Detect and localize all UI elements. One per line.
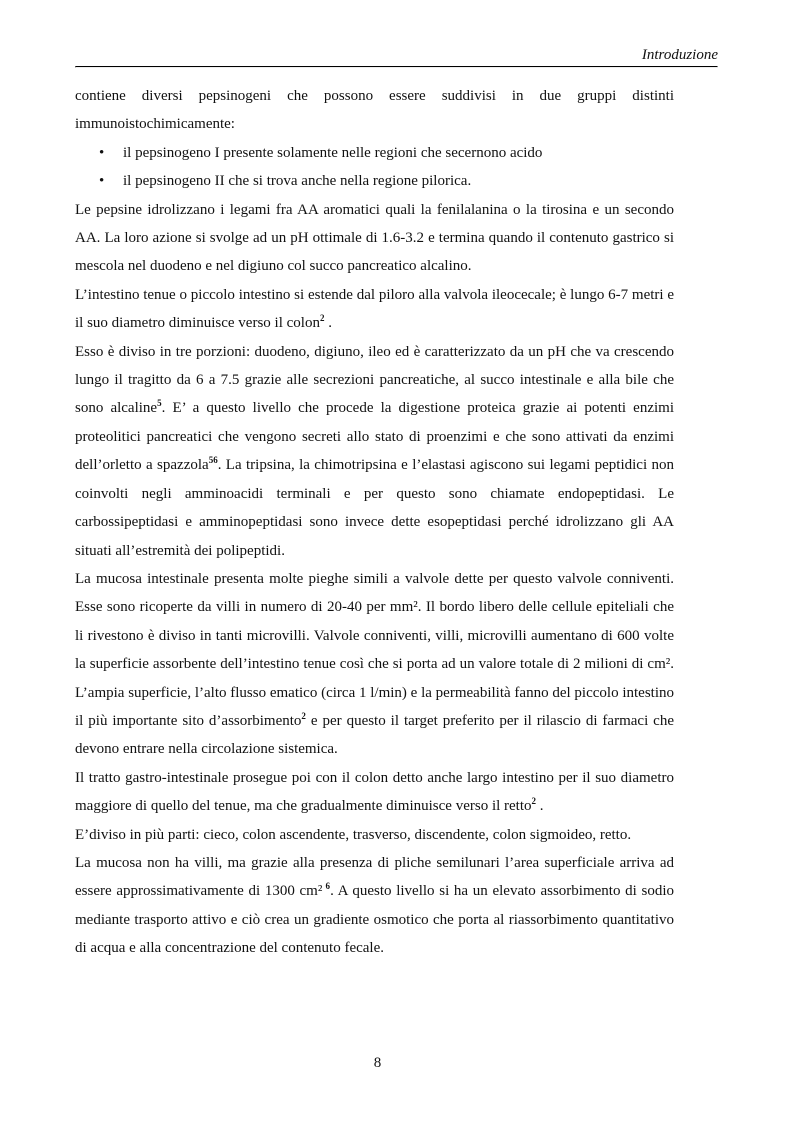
paragraph-6-text: Il tratto gastro-intestinale prosegue poi con il colon detto anche largo intestino per il suo diametro maggiore di quello del tenue, ma che gradualmente diminuisce verso il retto: [75, 769, 674, 815]
paragraph-1: contiene diversi pepsinogeni che possono essere suddivisi in due gruppi distinti immunoistochimicamente:: [75, 88, 674, 133]
header-rule: [75, 66, 718, 68]
bullet-item-1: • il pepsinogeno I presente solamente nelle regioni che secernono acido: [75, 139, 674, 167]
body-text: [75, 82, 674, 963]
paragraph-5-a: La mucosa intestinale presenta molte pieghe simili a valvole dette per questo valvole conniventi. Esse sono ricoperte da villi in numero di 20-40 per mm². Il bordo libero delle cellule epiteliali che li rivestono è diviso in tanti microvilli. Valvole conniventi, villi, microvilli aumentano di 600 volte la superficie assorbente dell’intestino tenue così che si porta ad un valore totale di 2 milioni di cm². L’ampia superficie, l’alto flusso ematico (circa 1 l/min) e la permeabilità fanno del piccolo intestino il più importante sito d’assorbimento: [75, 570, 674, 729]
paragraph-4-b: . E’ a questo livello che procede la digestione proteica grazie ai potenti enzimi proteolitici pancreatici che vengono secreti allo stato di proenzimi e che sono attivati da enzimi dell’orletto a spazzola: [75, 400, 674, 474]
paragraph-7: E’diviso in più parti: cieco, colon ascendente, trasverso, discendente, colon sigmoideo, retto.: [75, 826, 632, 843]
bullet-item-2: • il pepsinogeno II che si trova anche nella regione pilorica.: [75, 167, 674, 195]
paragraph-3-text: L’intestino tenue o piccolo intestino si estende dal piloro alla valvola ileocecale; è lungo 6-7 metri e il suo diametro diminuisce verso il colon: [75, 286, 674, 332]
paragraph-3-tail: .: [324, 315, 332, 332]
citation-ref: 2: [319, 313, 325, 324]
paragraph-5-b: e per questo il target preferito per il rilascio di farmaci che devono entrare nella circolazione sistemica.: [75, 712, 674, 758]
paragraph-2: Le pepsine idrolizzano i legami fra AA aromatici quali la fenilalanina o la tirosina e un secondo AA. La loro azione si svolge ad un pH ottimale di 1.6-3.2 e termina quando il contenuto gastrico si mescola nel duodeno e nel digiuno col succo pancreatico alcalino.: [75, 201, 674, 275]
section-title: Introduzione: [641, 47, 718, 63]
citation-ref: 56: [208, 455, 218, 466]
paragraph-4: [75, 338, 674, 565]
paragraph-4-a: Esso è diviso in tre porzioni: duodeno, digiuno, ileo ed è caratterizzato da un pH che va crescendo lungo il tragitto da 6 a 7.5 grazie alle secrezioni pancreatiche, al succo intestinale e alla bile che sono alcaline: [75, 343, 674, 417]
paragraph-6: [75, 764, 674, 821]
paragraph-5: [75, 565, 674, 764]
citation-ref: 5: [157, 398, 162, 409]
paragraph-8-a: La mucosa non ha villi, ma grazie alla presenza di pliche semilunari l’area superficiale arriva ad essere approssimativamente di 1300 cm²: [75, 854, 674, 900]
bullet-list: [75, 139, 674, 196]
citation-ref: 2: [531, 796, 537, 807]
paragraph-4-c: . La tripsina, la chimotripsina e l’elastasi agiscono sui legami peptidici non coinvolti negli amminoacidi terminali e per questo sono chiamate endopeptidasi. Le carbossipeptidasi e amminopeptidasi sono invece dette esopeptidasi perché idrolizzano gli AA situati all’estremità dei polipeptidi.: [75, 457, 674, 559]
citation-ref: 6: [322, 881, 331, 892]
paragraph-3: [75, 281, 674, 338]
citation-ref: 2: [301, 710, 306, 721]
paragraph-8: [75, 849, 674, 963]
page-number: 8: [373, 1055, 382, 1071]
paragraph-8-b: . A questo livello si ha un elevato assorbimento di sodio mediante trasporto attivo e ciò crea un gradiente osmotico che porta al riassorbimento quantitativo di acqua e alla concentrazione del contenuto fecale.: [75, 883, 674, 957]
paragraph-6-tail: .: [536, 798, 544, 815]
